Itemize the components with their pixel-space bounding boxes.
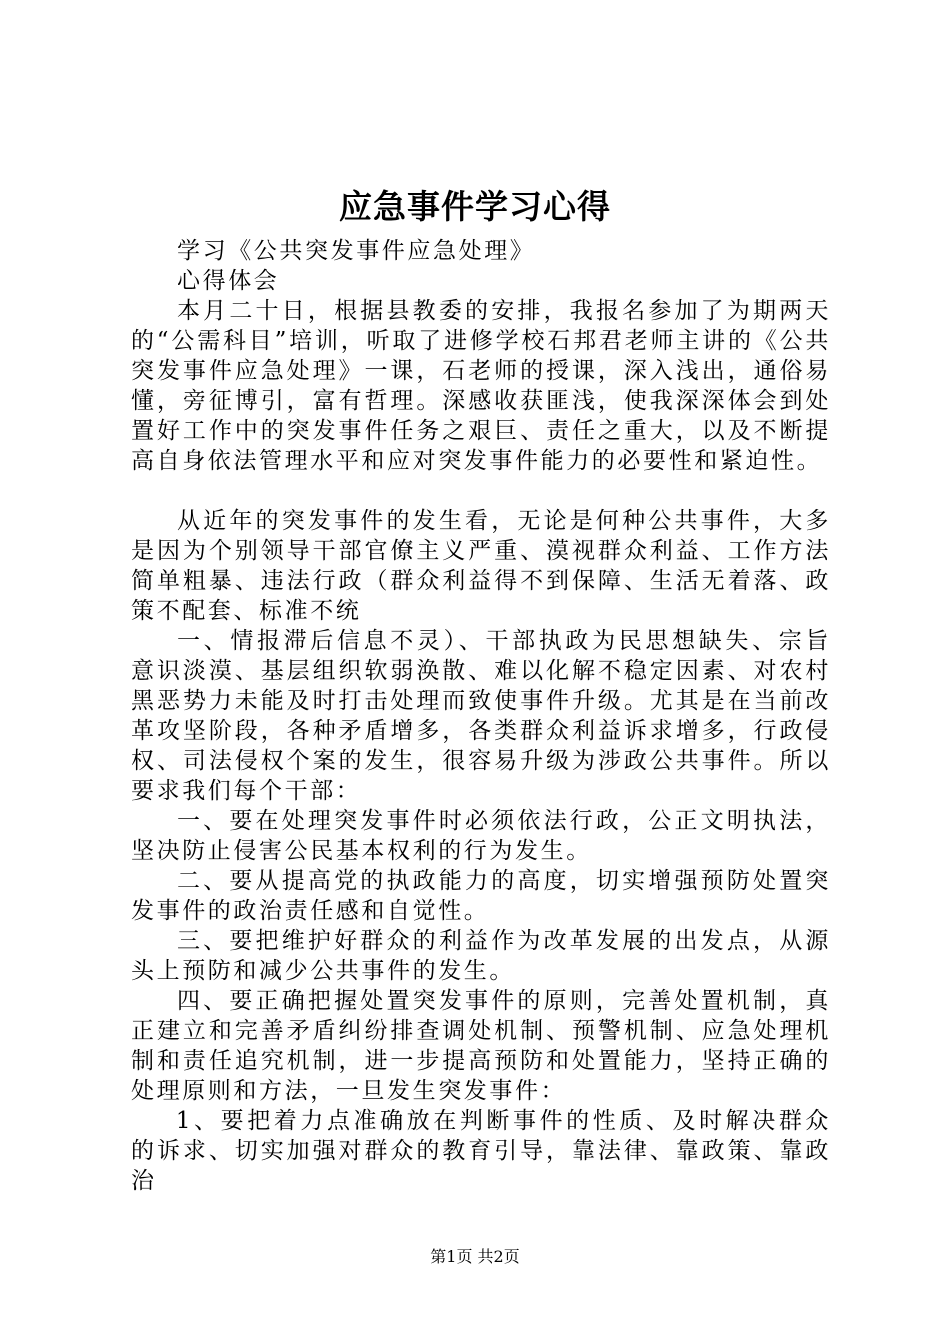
subtitle-line: 学习《公共突发事件应急处理》 [177,238,536,264]
list-item: 1、要把着力点准确放在判断事件的性质、及时解决群众的诉求、切实加强对群众的教育引导，靠法律、靠政策、靠政治 [131,1108,831,1194]
list-item: 一、要在处理突发事件时必须依法行政，公正文明执法，坚决防止侵害公民基本权利的行为发生。 [131,808,831,864]
body-paragraph: 本月二十日，根据县教委的安排，我报名参加了为期两天的“公需科目”培训，听取了进修学校石邦君老师主讲的《公共突发事件应急处理》一课，石老师的授课，深入浅出，通俗易懂，旁征博引，富有哲理。深感收获匪浅，使我深深体会到处置好工作中的突发事件任务之艰巨、责任之重大，以及不断提高自身依法管理水平和应对突发事件能力的必要性和紧迫性。 [131,298,831,474]
page-number: 第1页 共2页 [430,1247,520,1266]
body-paragraph: 从近年的突发事件的发生看，无论是何种公共事件，大多是因为个别领导干部官僚主义严重、漠视群众利益、工作方法简单粗暴、违法行政（群众利益得不到保障、生活无着落、政策不配套、标准不统 [131,508,831,624]
body-paragraph: 一、情报滞后信息不灵）、干部执政为民思想缺失、宗旨意识淡漠、基层组织软弱涣散、难以化解不稳定因素、对农村黑恶势力未能及时打击处理而致使事件升级。尤其是在当前改革攻坚阶段，各种矛盾增多，各类群众利益诉求增多，行政侵权、司法侵权个案的发生，很容易升级为涉政公共事件。所以要求我们每个干部： [131,628,831,804]
document-body [131,236,831,1196]
list-item: 二、要从提高党的执政能力的高度，切实增强预防处置突发事件的政治责任感和自觉性。 [131,868,831,924]
list-item: 三、要把维护好群众的利益作为改革发展的出发点，从源头上预防和减少公共事件的发生。 [131,928,831,984]
list-item: 四、要正确把握处置突发事件的原则，完善处置机制，真正建立和完善矛盾纠纷排查调处机制、预警机制、应急处理机制和责任追究机制，进一步提高预防和处置能力，坚持正确的处理原则和方法，一旦发生突发事件： [131,988,831,1104]
document-title: 应急事件学习心得 [339,187,611,226]
subtitle-line: 心得体会 [177,268,280,294]
